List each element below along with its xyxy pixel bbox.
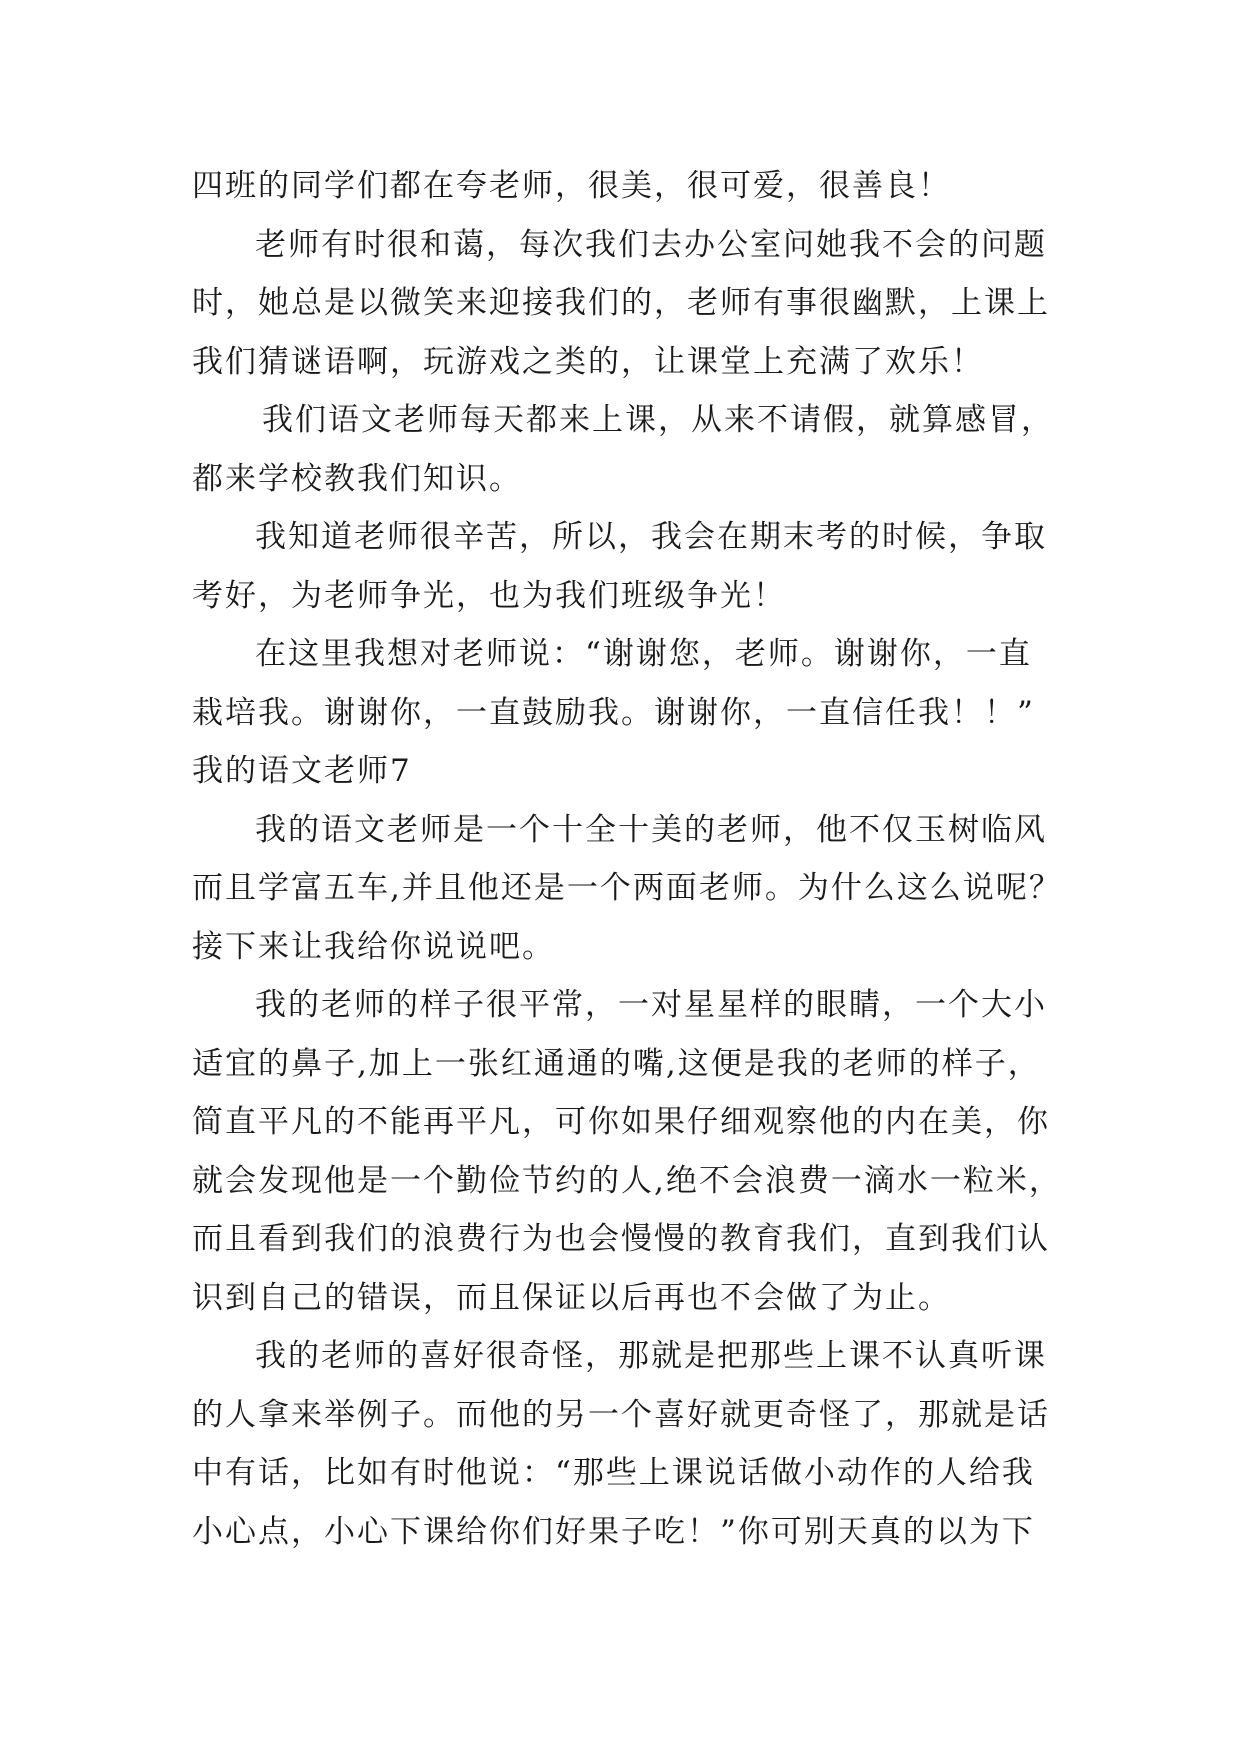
text-line: 中有话，比如有时他说：“那些上课说话做小动作的人给我 — [192, 1455, 1035, 1491]
text-line: 识到自己的错误，而且保证以后再也不会做了为止。 — [192, 1279, 951, 1316]
text-line: 简直平凡的不能再平凡，可你如果仔细观察他的内在美，你 — [192, 1104, 1050, 1140]
text-line: 我的语文老师是一个十全十美的老师，他不仅玉树临风 — [255, 811, 1047, 848]
text-line: 老师有时很和蔼，每次我们去办公室问她我不会的问题 — [255, 226, 1047, 263]
section-title: 我的语文老师7 — [192, 753, 412, 789]
text-line: 我们语文老师每天都来上课，从来不请假，就算感冒， — [262, 402, 1054, 438]
text-line: 考好，为老师争光，也为我们班级争光！ — [192, 577, 786, 614]
text-line: 适宜的鼻子,加上一张红通通的嘴,这便是我的老师的样子， — [192, 1045, 1041, 1082]
text-line: 在这里我想对老师说：“谢谢您，老师。谢谢你，一直 — [255, 636, 1032, 672]
text-line: 时，她总是以微笑来迎接我们的，老师有事很幽默，上课上 — [192, 285, 1050, 321]
text-line: 小心点，小心下课给你们好果子吃！”你可别天真的以为下 — [192, 1513, 1035, 1550]
text-line: 而且看到我们的浪费行为也会慢慢的教育我们，直到我们认 — [192, 1221, 1050, 1257]
text-line: 栽培我。谢谢你，一直鼓励我。谢谢你，一直信任我！！” — [192, 694, 1035, 731]
text-line: 都来学校教我们知识。 — [192, 460, 522, 497]
text-line: 我的老师的样子很平常，一对星星样的眼睛，一个大小 — [255, 987, 1047, 1023]
text-line: 四班的同学们都在夸老师，很美，很可爱，很善良！ — [192, 168, 951, 204]
text-line: 而且学富五车,并且他还是一个两面老师。为什么这么说呢？ — [192, 870, 1062, 906]
text-line: 接下来让我给你说说吧。 — [192, 928, 555, 965]
text-line: 就会发现他是一个勤俭节约的人,绝不会浪费一滴水一粒米， — [192, 1162, 1062, 1199]
text-line: 我知道老师很辛苦，所以，我会在期末考的时候，争取 — [255, 519, 1047, 555]
document-body — [192, 157, 1067, 1561]
text-line: 我的老师的喜好很奇怪，那就是把那些上课不认真听课 — [255, 1338, 1047, 1374]
text-line: 我们猜谜语啊，玩游戏之类的，让课堂上充满了欢乐！ — [192, 343, 984, 380]
text-line: 的人拿来举例子。而他的另一个喜好就更奇怪了，那就是话 — [192, 1396, 1050, 1433]
